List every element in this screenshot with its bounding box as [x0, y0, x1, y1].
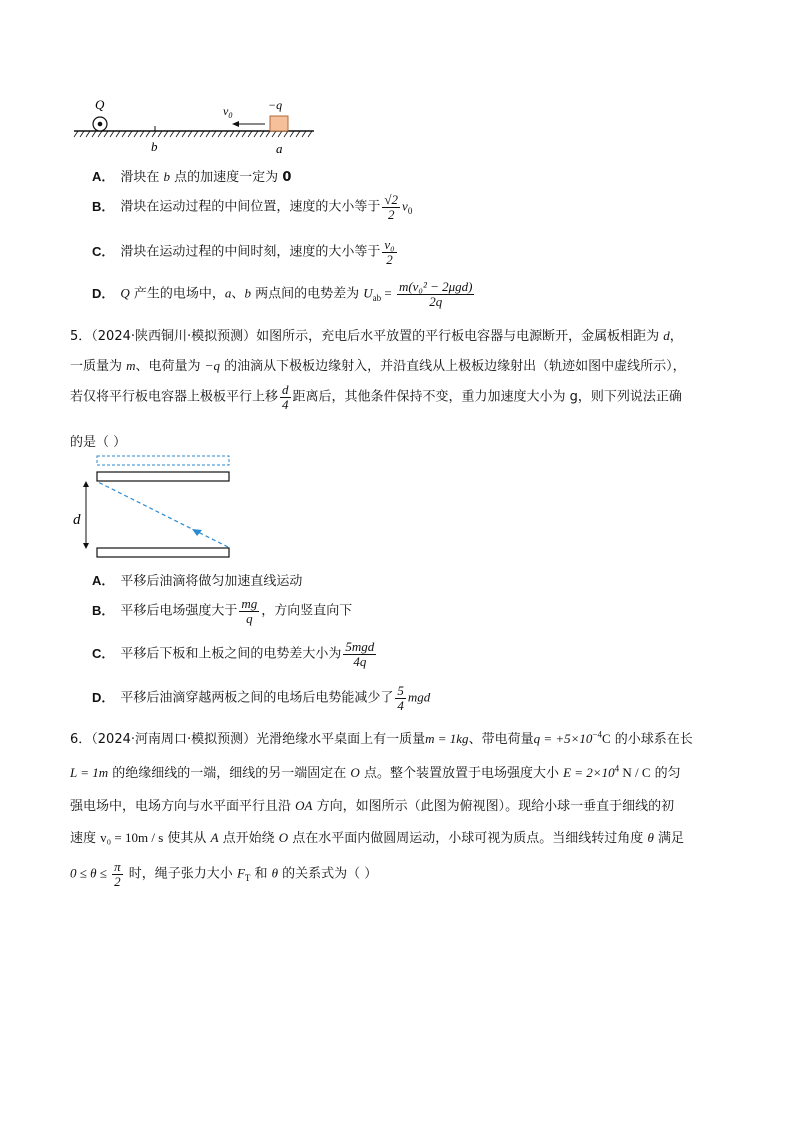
- q5-stem-line-3: 若仅将平行板电容器上极板平行上移 $\frac{d}{4}$ 距离后，其他条件保持不变，重力加速度大小为 g，则下列说法正确: [70, 382, 682, 412]
- label-b: b: [151, 139, 158, 154]
- q4-option-c[interactable]: C． 滑块在运动过程的中间时刻，速度的大小等于 $\frac{\text{v₀}}{2}$: [92, 237, 395, 267]
- lower-plate: [97, 548, 229, 557]
- q5-option-c[interactable]: C． 平移后下板和上板之间的电势差大小为 $\frac{\text{5mgd}}{4q}$: [92, 639, 375, 669]
- q6-stem-line-3: 强电场中，电场方向与水平面平行且沿 OA 方向，如图所示（此图为俯视图）。现给小球一垂直于细线的初: [70, 798, 675, 814]
- q5-stem-line-2: 一质量为 m、电荷量为 −q 的油滴从下极板边缘射入，并沿直线从上极板边缘射出（轨迹如图中虚线所示），: [70, 358, 686, 374]
- label-d: d: [73, 512, 81, 528]
- q6-stem-line-4: 速度 v₀ = 10m / s 使其从 A 点开始绕 O 点在水平面内做圆周运动，小球可视为质点。当细线转过角度 θ 满足: [70, 830, 684, 846]
- q6-stem-line-1: 6．（2024·河南周口·模拟预测）光滑绝缘水平桌面上有一质量m = 1kg、带电荷量$q = +5\times 10^{-4}C$ 的小球系在长: [70, 729, 693, 747]
- label-minus-q: −q: [268, 98, 283, 112]
- label-v0: $v_0$: [223, 104, 233, 120]
- upper-plate: [97, 472, 229, 481]
- fig-slider-diagram: [60, 95, 330, 160]
- q5-stem-line-1: 5．（2024·陕西铜川·模拟预测）如图所示，充电后水平放置的平行板电容器与电源断开，金属板相距为 d，: [70, 328, 683, 344]
- fig-capacitor-diagram: [70, 452, 240, 562]
- q6-stem-line-5: 0 ≤ θ ≤ $\frac{\pi}{2}$ 时，绳子张力大小 $F_T$ 和 θ 的关系式为（ ）: [70, 859, 378, 889]
- q4-option-d[interactable]: D． Q 产生的电场中，a、b 两点间的电势差为 $U_{ab}$ = $\frac{\text{m(v₀² − 2μgd)}}{2q}$: [92, 279, 473, 309]
- charged-block: [270, 116, 288, 131]
- label-a: a: [276, 141, 283, 156]
- q4-option-a[interactable]: A． 滑块在 b 点的加速度一定为 0: [92, 169, 292, 185]
- label-Q: Q: [95, 97, 105, 112]
- q5-option-a[interactable]: A． 平移后油滴将做匀加速直线运动: [92, 573, 303, 589]
- q6-stem-line-2: L = 1m 的绝缘细线的一端，细线的另一端固定在 O 点。整个装置放置于电场强度大小 $E = 2\times 10^4$ N / C 的匀: [70, 763, 681, 781]
- q4-option-b[interactable]: B． 滑块在运动过程的中间位置，速度的大小等于 $\frac{√2}{2}$ $v_0$: [92, 192, 413, 222]
- q5-stem-line-4: 的是（ ）: [70, 435, 127, 450]
- q5-option-d[interactable]: D． 平移后油滴穿越两板之间的电场后电势能减少了 $\frac{5}{4}$ mgd: [92, 683, 431, 713]
- q5-option-b[interactable]: B． 平移后电场强度大于 $\frac{mg}{q}$ ，方向竖直向下: [92, 596, 353, 626]
